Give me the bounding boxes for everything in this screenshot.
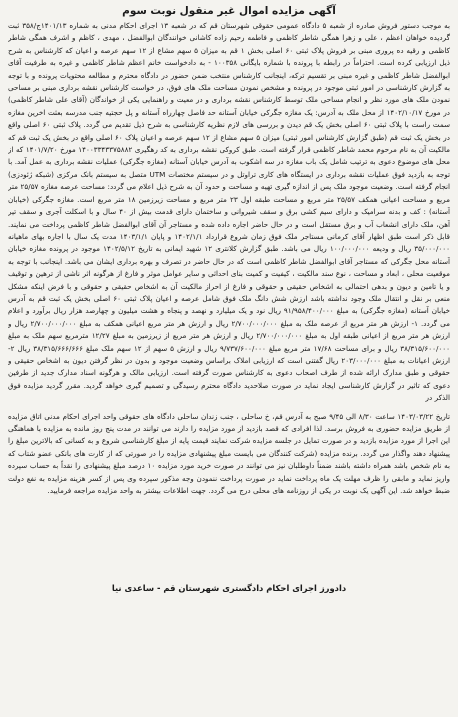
- notice-signature: دادورز اجرای احکام دادگستری شهرستان قم - ساعدی نیا: [111, 583, 347, 593]
- notice-paragraph-auction-details: تاریخ ۱۴۰۳/۰۳/۲۲ ساعت ۸/۳۰ الی ۹/۴۵ صبح به آدرس قم، خ ساحلی ، جنب زندان ساحلی دادگاه های حقوقی واحد اجرای احکام مدنی اتاق مزایده از طریق مزایده حضوری به فروش برسد. لذا افرادی که قصد بازدید از مورد مزایده را دارند می توانند در مدت پنج روز مانده به مزایده با هماهنگی این اجرا از مورد مزایده بازدید و در صورت تمایل در جلسه مزایده شرکت نمایند قیمت پایه از مبلغ کارشناسی شروع و به کسانی که بالاترین مبلغ را پیشنهاد دهند واگذار می گردد. برنده مزایده (شرکت کنندگان می بایست مبلغ پیشنهادی مزایده را در صورتی که از کارت های بانکی عضو شتاب که به نام شخص باشد همراه داشته باشند ضمناً داوطلبان نیز می توانند در صورت خرید مورد مزایده ۱۰ درصد مبلغ پیشنهادی را نقداً به حساب سپرده واریز نماید و مابقی را ظرف مهلت یک ماه پرداخت نماید در صورت پرداخت ننمودن وجه مذکور سپرده وی پس از کسر هزینه مزایده به نفع دولت ضبط خواهد شد. این آگهی یک نوبت در یکی از روزنامه های محلی درج می گردد. جهت اطلاعات بیشتر به واحد مزایده مراجعه فرمایید.: [8, 411, 450, 496]
- notice-paragraph-main: به موجب دستور فروش صادره از شعبه ۵ دادگاه عمومی حقوقی شهرستان قم که در شعبه ۱۳ اجرای احکام مدنی به شماره ۱۴۰۱/۱۳ج/۳۵۸ ثبت گردیده خواهان اعظم ، علی و زهرا همگی شاطر کاظمی و فاطمه رحیم زاده کاشانی خوانندگان ابوالفضل ، مهدی ، کاظم و اشرف همگی شاطر کاظمی و رقیه ده پروری مبنی بر فروش پلاک ثبتی ۶۰ اصلی بخش ۱ قم به میزان ۵ سهم مشاع از ۱۲ سهم عرصه و اعیان که کارشناس به شرح ذیل ارزیابی کرده است. احتراماً در رابطه با پرونده با شماره بایگانی ۱۰۰۳۵۸ - به دادخواست خانم اعظم شاطر کاظمی و غیره به طرفیت آقای ابوالفضل شاطر کاظمی و غیره مبنی بر تقسیم ترکه، اینجانب کارشناس منتخب ضمن حضور در دادگاه محترم و مطالعه محتویات پرونده و با توجه به گزارش کارشناسی در امور ثبتی موجود در پرونده و مشخص نمودن مساحت ملک های فوق، در خواست کارشناس نقشه برداری مبنی بر مساحی نمودن ملک های مورد نظر و انجام مساحی ملک توسط کارشناس نقشه برداری و در معیت و راهنمایی یکی از خواندگان (آقای علی شاطر کاظمی) در مورخ ۱۴۰۲/۱۰/۱۷ از محل ملک به آدرس: یک مغازه جگرکی خیابان آستانه حد فاصل چهارراه آستانه و پل حجتیه جنب مدرسه بعثت اخرین مغازه سمت راست با پلاک ثبتی ۶۰ اصلی بخش یک قم دیدن و بررسی های لازم نظریه کارشناسی به شرح ذیل تقدیم می گردد. پلاک ثبتی ۶۰ اصلی واقع در بخش یک ثبت قم (طبق گزارش کارشناس امور ثبتی) میزان ۵ سهم مشاع از ۱۲ سهم عرصه و اعیان پلاک ۶۰ اصلی واقع در بخش یک ثبت قم که مالکیت آن به نام مرحوم محمد شاطر کاظمی قرار گرفته است. طبق کروکی نقشه برداری به کد رهگیری ۱۴۰۰۳۳۴۳۳۷۵۸۸۲ مورخ ۱۴۰۱/۷/۲۰ که از محل های موضوع دعوی به ترتیب شامل یک باب مغازه در سه اشکوب به آدرس خیابان آستانه (مغازه جگرکی) عملیات نقشه برداری به عمل آمد. با توجه به بازدید فوق عملیات نقشه برداری در ایستگاه های کاری تراوتل و در سیستم مختصات UTM متصل به سیستم بانک مرکزی (شبکه ژئودزی) انجام گرفته است. وضعیت موجود ملک پس از اندازه گیری تهیه و مساحت و حدود آن به شرح ذیل اعلام می گردد: مساحت عرصه مغازه ۲۵/۵۷ متر مربع و مساحت اعیانی همکف ۲۵/۵۷ متر مربع و مساحت طبقه اول ۲۳ متر مربع و مساحت زیرزمین ۱۸ متر مربع است. مغازه جگرکی (خیابان آستانه) : کف و بدنه سرامیک و دارای سیم کشی برق و سقف شیروانی و ساختمان دارای قدمت بیش از ۴۰ سال و با اسکلت آجری و سقف تیر آهن، ملک دارای انشعاب آب و برق مستقل است و در حال حاضر اجاره داده شده و مستاجر آن آقای ابوالفضل شاطر کاظمی پرداخت می نمایند. قابل ذکر است طبق اظهار آقای کرمانی مستاجر ملک فوق زمان شروع قرارداد ۱۴۰۲/۱/۱ و پایان ۱۴۰۳/۱/۱ مدت یک سال با اجاره بهای ماهیانه ۳۵/۰۰۰/۰۰۰ ریال و ودیعه ۱۰۰/۰۰۰/۰۰۰ ریال می باشد. طبق گزارش کلانتری ۱۲ شهید ایمانی به تاریخ ۱۴۰۲/۵/۱۲ موجود در پرونده مغازه خیابان آستانه محل جگرکی که مستاجر آقای ابوالفضل شاطر کاظمی است که در حال حاضر در تصرف و بهره برداری ایشان می باشد. اینجانب با توجه به موقعیت محلی ، ابعاد و مساحت ، نوع سند مالکیت ، کیفیت و کمیت بنای احداثی و سایر عوامل موثر و فارغ از هرگونه اثر ناشی از ترهین و توقیف و یا تامین و دیون و بدهی احتمالی به اشخاص حقیقی و حقوقی و فارغ از احراز مالکیت آن به اشخاص حقیقی و حقوقی و با فرض اینکه مشکل منعی بر نقل و انتقال ملک وجود نداشته باشد ارزش شش دانگ ملک فوق شامل عرصه و اعیان پلاک ثبتی ۶۰ اصلی بخش یک ثبت قم به آدرس خیابان آستانه (مغازه جگرکی) به مبلغ ۹۱/۹۵۸/۴۰۰/۰۰۰ ریال نود و یک میلیارد و نهصد و پنجاه و هشت میلیون و چهارصد هزار ریال برآورد و اعلام می گردد. ۱- ارزش هر متر مربع از عرصه ملک به مبلغ ۲/۷۰۰/۰۰۰/۰۰۰ ریال و ارزش هر متر مربع اعیانی همکف به مبلغ ۲/۷۰۰/۰۰۰/۰۰۰ ریال و ارزش هر متر مربع از اعیانی طبقه اول به مبلغ ۲/۷۰۰/۰۰۰/۰۰۰ ریال و ارزش هر متر مربع از زیرزمین به مبلغ ۱۲/۲۷ مترمربع سهم ملک به مبلغ ۳۸/۳۱۵/۶۰۰/۰۰۰ ریال و برای مساحت ۱۷/۶۸ متر مربع مبلغ ۹/۷۳۷/۶۰۰/۰۰۰ ریال و ارزش ۵ سهم از ۱۲ سهم ملک مبلغ ۳۸/۳۱۵/۶۶۶/۶۶۶ ریال ۲- ارزش اعیانات به مبلغ ۲۰۳/۰۰۰/۰۰۰ ریال گفتنی است که ارزیابی املاک براساس وضعیت موجود و بدون در نظر گرفتن دیون به اشخاص حقیقی و حقوقی و طبق مدارک ارائه شده از طرف اصحاب دعوی به کارشناس صورت گرفته است. ارزیابی مالک و هرگونه اسناد مدارک جدید از طرفین دعوی که تاثیر در گزارش کارشناسی ایجاد نماید در صورت صلاحدید دادگاه محترم رسیدگی و تصمیم گیری خواهد گردید. مقرر گردید مزایده فوق الذکر در: [8, 21, 450, 403]
- notice-title: آگهی مزایده اموال غیر منقول نوبت سوم: [122, 5, 336, 17]
- notice-body: [8, 20, 450, 574]
